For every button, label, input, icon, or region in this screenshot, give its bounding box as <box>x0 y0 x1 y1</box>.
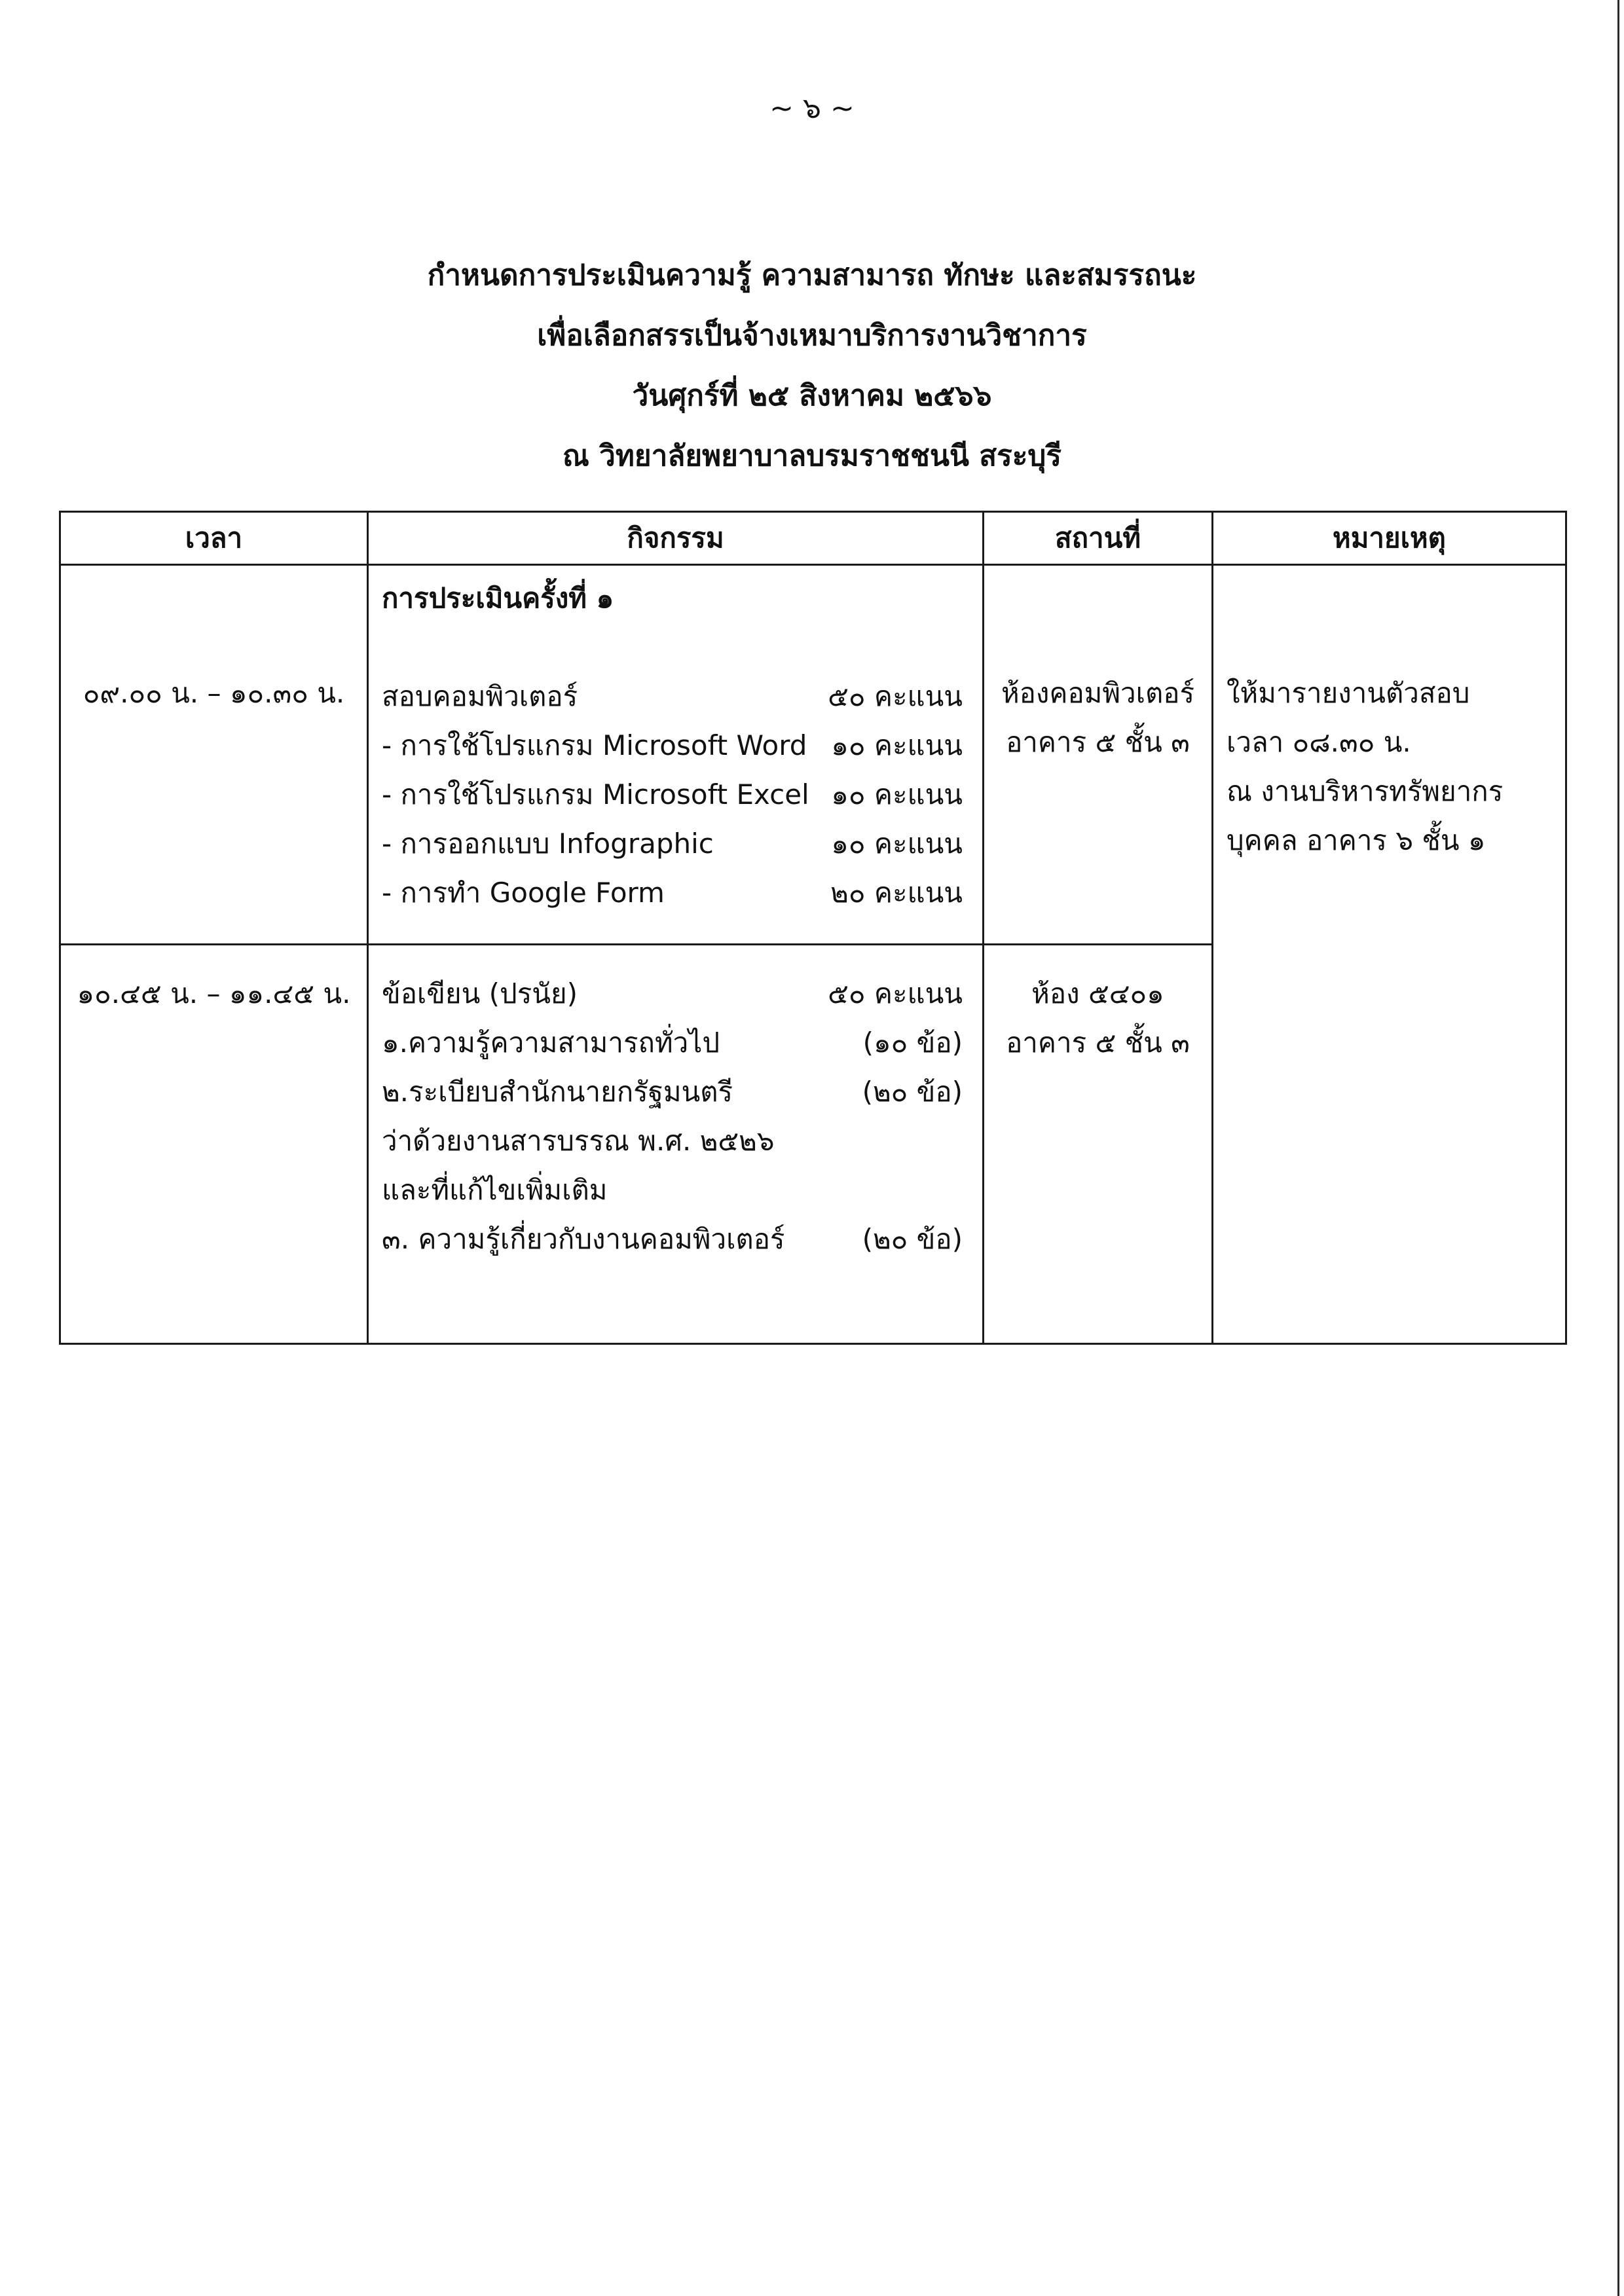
item-label: - การใช้โปรแกรม Microsoft Excel <box>382 778 809 811</box>
list-item <box>382 969 963 1018</box>
row1-place-cell <box>984 565 1213 945</box>
header-note: หมายเหตุ <box>1213 512 1566 565</box>
list-item <box>382 1067 963 1116</box>
item-label: ๒.ระเบียบสำนักนายกรัฐมนตรี <box>382 1076 733 1108</box>
item-label: ๑.ความรู้ความสามารถทั่วไป <box>382 1027 720 1059</box>
item-label: ๓. ความรู้เกี่ยวกับงานคอมพิวเตอร์ <box>382 1223 785 1255</box>
row2-place-line-1: ห้อง ๕๔๐๑ <box>1031 977 1164 1010</box>
header-time: เวลา <box>60 512 368 565</box>
item-score: (๒๐ ข้อ) <box>862 1223 963 1255</box>
item-score: (๑๐ ข้อ) <box>862 1027 963 1059</box>
item-score: (๒๐ ข้อ) <box>862 1076 963 1108</box>
list-item <box>382 1116 963 1165</box>
schedule-table <box>59 511 1567 1345</box>
row2-time: ๑๐.๔๕ น. – ๑๑.๔๕ น. <box>77 977 351 1010</box>
note-line-4: บุคคล อาคาร ๖ ชั้น ๑ <box>1227 824 1486 856</box>
item-score: ๑๐ คะแนน <box>831 828 963 860</box>
document-heading <box>0 246 1624 486</box>
row1-place-line-1: ห้องคอมพิวเตอร์ <box>1001 677 1195 709</box>
list-item <box>382 819 963 868</box>
row2-place-cell <box>984 945 1213 1344</box>
item-label: - การออกแบบ Infographic <box>382 828 714 860</box>
list-item <box>382 672 963 721</box>
list-item <box>382 1214 963 1264</box>
heading-line-4: ณ วิทยาลัยพยาบาลบรมราชชนนี สระบุรี <box>563 439 1061 473</box>
table-row <box>60 565 1566 945</box>
note-line-1: ให้มารายงานตัวสอบ <box>1227 677 1470 709</box>
list-item <box>382 770 963 819</box>
heading-line-1: กำหนดการประเมินความรู้ ความสามารถ ทักษะ และสมรรถนะ <box>427 259 1197 292</box>
list-item <box>382 868 963 917</box>
item-score: ๑๐ คะแนน <box>831 778 963 811</box>
row2-time-cell <box>60 945 368 1344</box>
heading-line-3: วันศุกร์ที่ ๒๕ สิงหาคม ๒๕๖๖ <box>632 379 992 412</box>
item-label: ข้อเขียน (ปรนัย) <box>382 977 578 1010</box>
row1-time: ๐๙.๐๐ น. – ๑๐.๓๐ น. <box>83 677 345 709</box>
list-item <box>382 1018 963 1067</box>
row2-place-line-2: อาคาร ๕ ชั้น ๓ <box>1006 1027 1190 1059</box>
row1-section-title: การประเมินครั้งที่ ๑ <box>382 582 614 614</box>
row2-activity-cell <box>368 945 984 1344</box>
table-header-row <box>60 512 1566 565</box>
note-cell <box>1213 565 1566 1344</box>
note-line-2: เวลา ๐๘.๓๐ น. <box>1227 726 1411 758</box>
item-label: และที่แก้ไขเพิ่มเติม <box>382 1174 608 1206</box>
row1-activity-cell <box>368 565 984 945</box>
page-number: ~ ๖ ~ <box>769 92 855 125</box>
list-item <box>382 1165 963 1214</box>
heading-line-2: เพื่อเลือกสรรเป็นจ้างเหมาบริการงานวิชาการ <box>537 319 1087 352</box>
header-place: สถานที่ <box>984 512 1213 565</box>
item-label: - การทำ Google Form <box>382 877 665 909</box>
row1-place-line-2: อาคาร ๕ ชั้น ๓ <box>1006 726 1190 758</box>
note-line-3: ณ งานบริหารทรัพยากร <box>1227 775 1504 807</box>
item-label: ว่าด้วยงานสารบรรณ พ.ศ. ๒๕๒๖ <box>382 1125 775 1157</box>
item-score: ๕๐ คะแนน <box>828 977 963 1010</box>
row1-time-cell <box>60 565 368 945</box>
list-item <box>382 721 963 770</box>
item-score: ๑๐ คะแนน <box>831 729 963 761</box>
item-score: ๕๐ คะแนน <box>828 680 963 712</box>
item-label: - การใช้โปรแกรม Microsoft Word <box>382 729 807 761</box>
item-label: สอบคอมพิวเตอร์ <box>382 680 578 712</box>
header-activity: กิจกรรม <box>368 512 984 565</box>
item-score: ๒๐ คะแนน <box>830 877 963 909</box>
